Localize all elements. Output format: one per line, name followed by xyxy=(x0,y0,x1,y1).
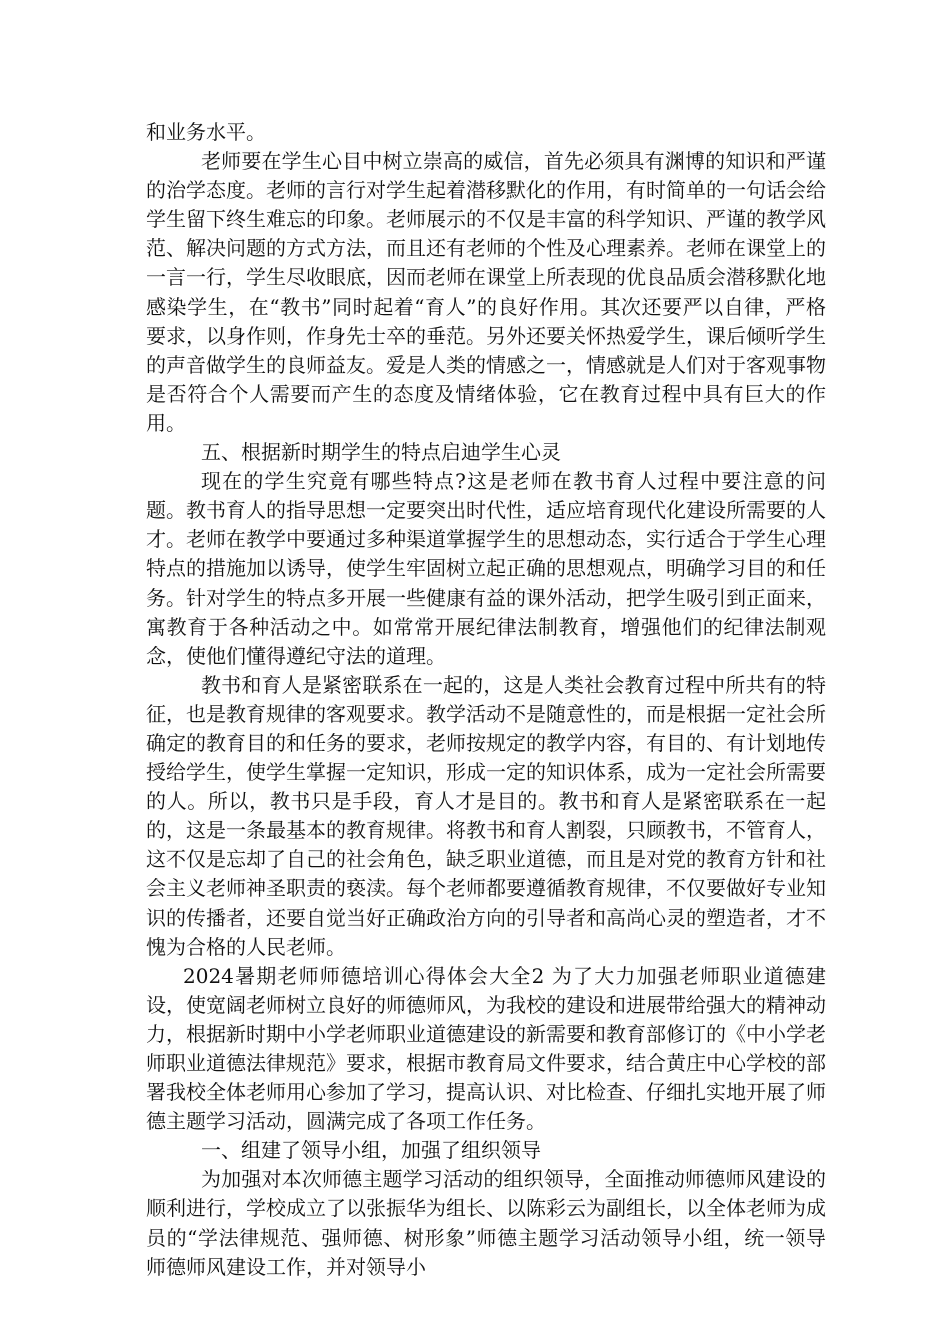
paragraph-leadership-group: 为加强对本次师德主题学习活动的组织领导，全面推动师德师风建设的顺利进行，学校成立了以张振华为组长、以陈彩云为副组长，以全体老师为成员的“学法律规范、强师德、树形象”师德主题学习活动领导小组，统一领导师德师风建设工作，并对领导小 xyxy=(146,1167,826,1279)
section-heading-five: 五、根据新时期学生的特点启迪学生心灵 xyxy=(201,440,561,465)
paragraph-continuation: 和业务水平。 xyxy=(146,120,266,144)
paragraph-teaching-and-educating: 教书和育人是紧密联系在一起的，这是人类社会教育过程中所共有的特征，也是教育规律的客观要求。教学活动不是随意性的，而是根据一定社会所确定的教育目的和任务的要求，老师按规定的教学内容，有目的、有计划地传授给学生，使学生掌握一定知识，形成一定的知识体系，成为一定社会所需要的人。所以，教书只是手段，育人才是目的。教书和育人是紧密联系在一起的，这是一条最基本的教育规律。将教书和育人割裂，只顾教书，不管育人，这不仅是忘却了自己的社会角色，缺乏职业道德，而且是对党的教育方针和社会主义老师神圣职责的亵渎。每个老师都要遵循教育规律，不仅要做好专业知识的传播者，还要自觉当好正确政治方向的引导者和高尚心灵的塑造者，才不愧为合格的人民老师。 xyxy=(146,672,826,959)
paragraph-student-characteristics: 现在的学生究竟有哪些特点?这是老师在教书育人过程中要注意的问题。教书育人的指导思想一定要突出时代性，适应培育现代化建设所需要的人才。老师在教学中要通过多种渠道掌握学生的思想动态，实行适合于学生心理特点的措施加以诱导，使学生牢固树立起正确的思想观点，明确学习目的和任务。针对学生的特点多开展一些健康有益的课外活动，把学生吸引到正面来，寓教育于各种活动之中。如常常开展纪律法制教育，增强他们的纪律法制观念，使他们懂得遵纪守法的道理。 xyxy=(146,469,826,668)
paragraph-teacher-prestige: 老师要在学生心目中树立崇高的威信，首先必须具有渊博的知识和严谨的治学态度。老师的言行对学生起着潜移默化的作用，有时简单的一句话会给学生留下终生难忘的印象。老师展示的不仅是丰富的科学知识、严谨的教学风范、解决问题的方式方法，而且还有老师的个性及心理素养。老师在课堂上的一言一行，学生尽收眼底，因而老师在课堂上所表现的优良品质会潜移默化地感染学生，在“教书”同时起着“育人”的良好作用。其次还要严以自律，严格要求，以身作则，作身先士卒的垂范。另外还要关怀热爱学生，课后倾听学生的声音做学生的良师益友。爱是人类的情感之一，情感就是人们对于客观事物是否符合个人需要而产生的态度及情绪体验，它在教育过程中具有巨大的作用。 xyxy=(146,149,826,435)
document-body xyxy=(146,118,826,1282)
paragraph-article-two-intro: 2024暑期老师师德培训心得体会大全2 为了大力加强老师职业道德建设，使宽阔老师树立良好的师德师风，为我校的建设和进展带给强大的精神动力，根据新时期中小学老师职业道德建设的新需要和教育部修订的《中小学老师职业道德法律规范》要求，根据市教育局文件要求，结合黄庄中心学校的部署我校全体老师用心参加了学习，提高认识、对比检查、仔细扎实地开展了师德主题学习活动，圆满完成了各项工作任务。 xyxy=(146,963,826,1134)
section-heading-one: 一、组建了领导小组，加强了组织领导 xyxy=(201,1138,541,1163)
